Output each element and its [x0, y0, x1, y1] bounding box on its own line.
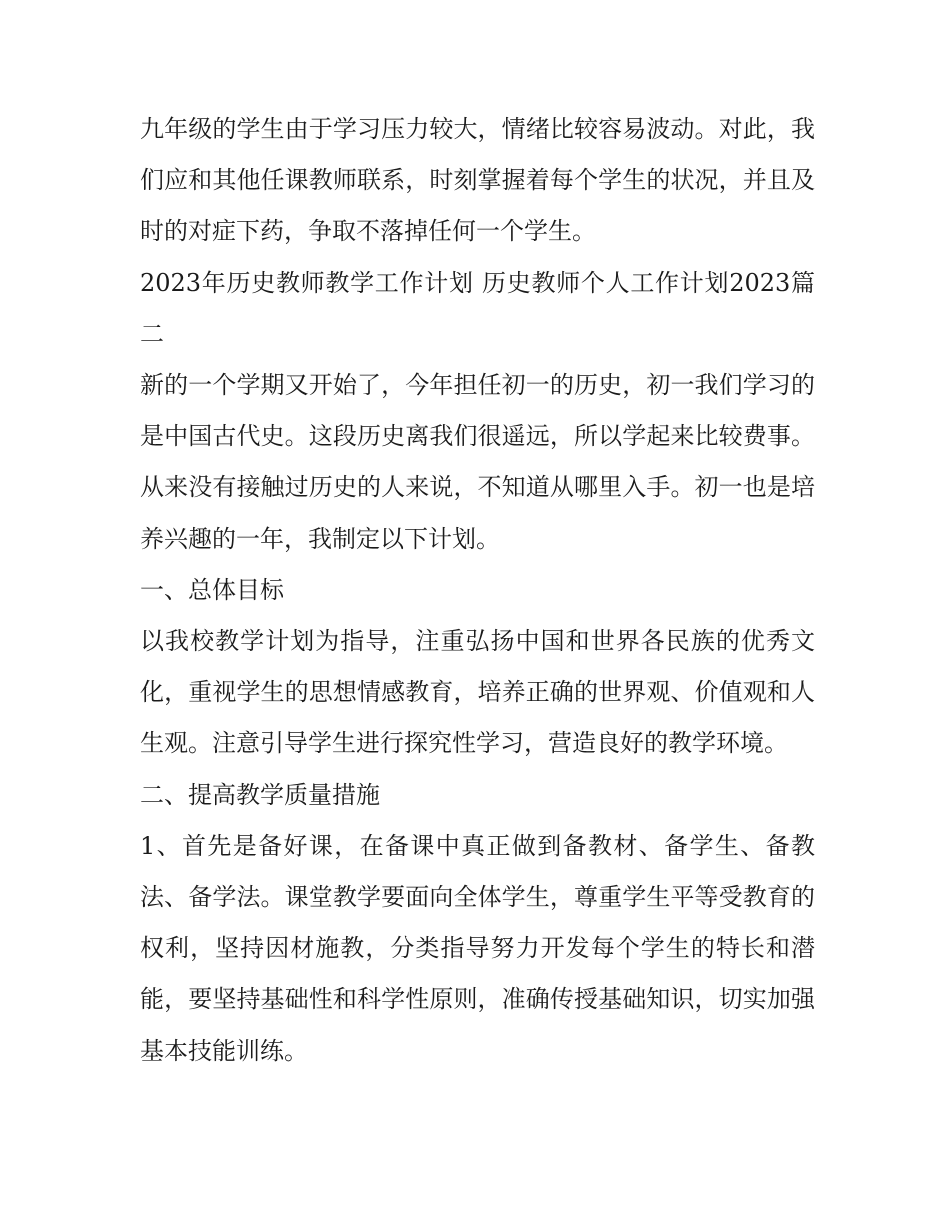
heading-overall-goal: 一、总体目标: [140, 575, 284, 604]
paragraph-student-emotion: 九年级的学生由于学习压力较大，情绪比较容易波动。对此，我们应和其他任课教师联系，时刻掌握着每个学生的状况，并且及时的对症下药，争取不落掉任何一个学生。: [140, 115, 815, 246]
heading-plan-part-two: 2023年历史教师教学工作计划 历史教师个人工作计划2023篇二: [140, 268, 815, 348]
paragraph-overall-goal: 以我校教学计划为指导，注重弘扬中国和世界各民族的优秀文化，重视学生的思想情感教育，培养正确的世界观、价值观和人生观。注意引导学生进行探究性学习，营造良好的教学环境。: [140, 627, 815, 758]
document-body: [140, 104, 815, 1077]
paragraph-lesson-preparation: 1、首先是备好课，在备课中真正做到备教材、备学生、备教法、备学法。课堂教学要面向全体学生，尊重学生平等受教育的权利，坚持因材施教，分类指导努力开发每个学生的特长和潜能，要坚持基础性和科学性原则，准确传授基础知识，切实加强基本技能训练。: [140, 831, 815, 1065]
heading-quality-measures: 二、提高教学质量措施: [140, 780, 380, 809]
paragraph-new-semester: 新的一个学期又开始了，今年担任初一的历史，初一我们学习的是中国古代史。这段历史离我们很遥远，所以学起来比较费事。从来没有接触过历史的人来说，不知道从哪里入手。初一也是培养兴趣的一年，我制定以下计划。: [140, 371, 815, 553]
